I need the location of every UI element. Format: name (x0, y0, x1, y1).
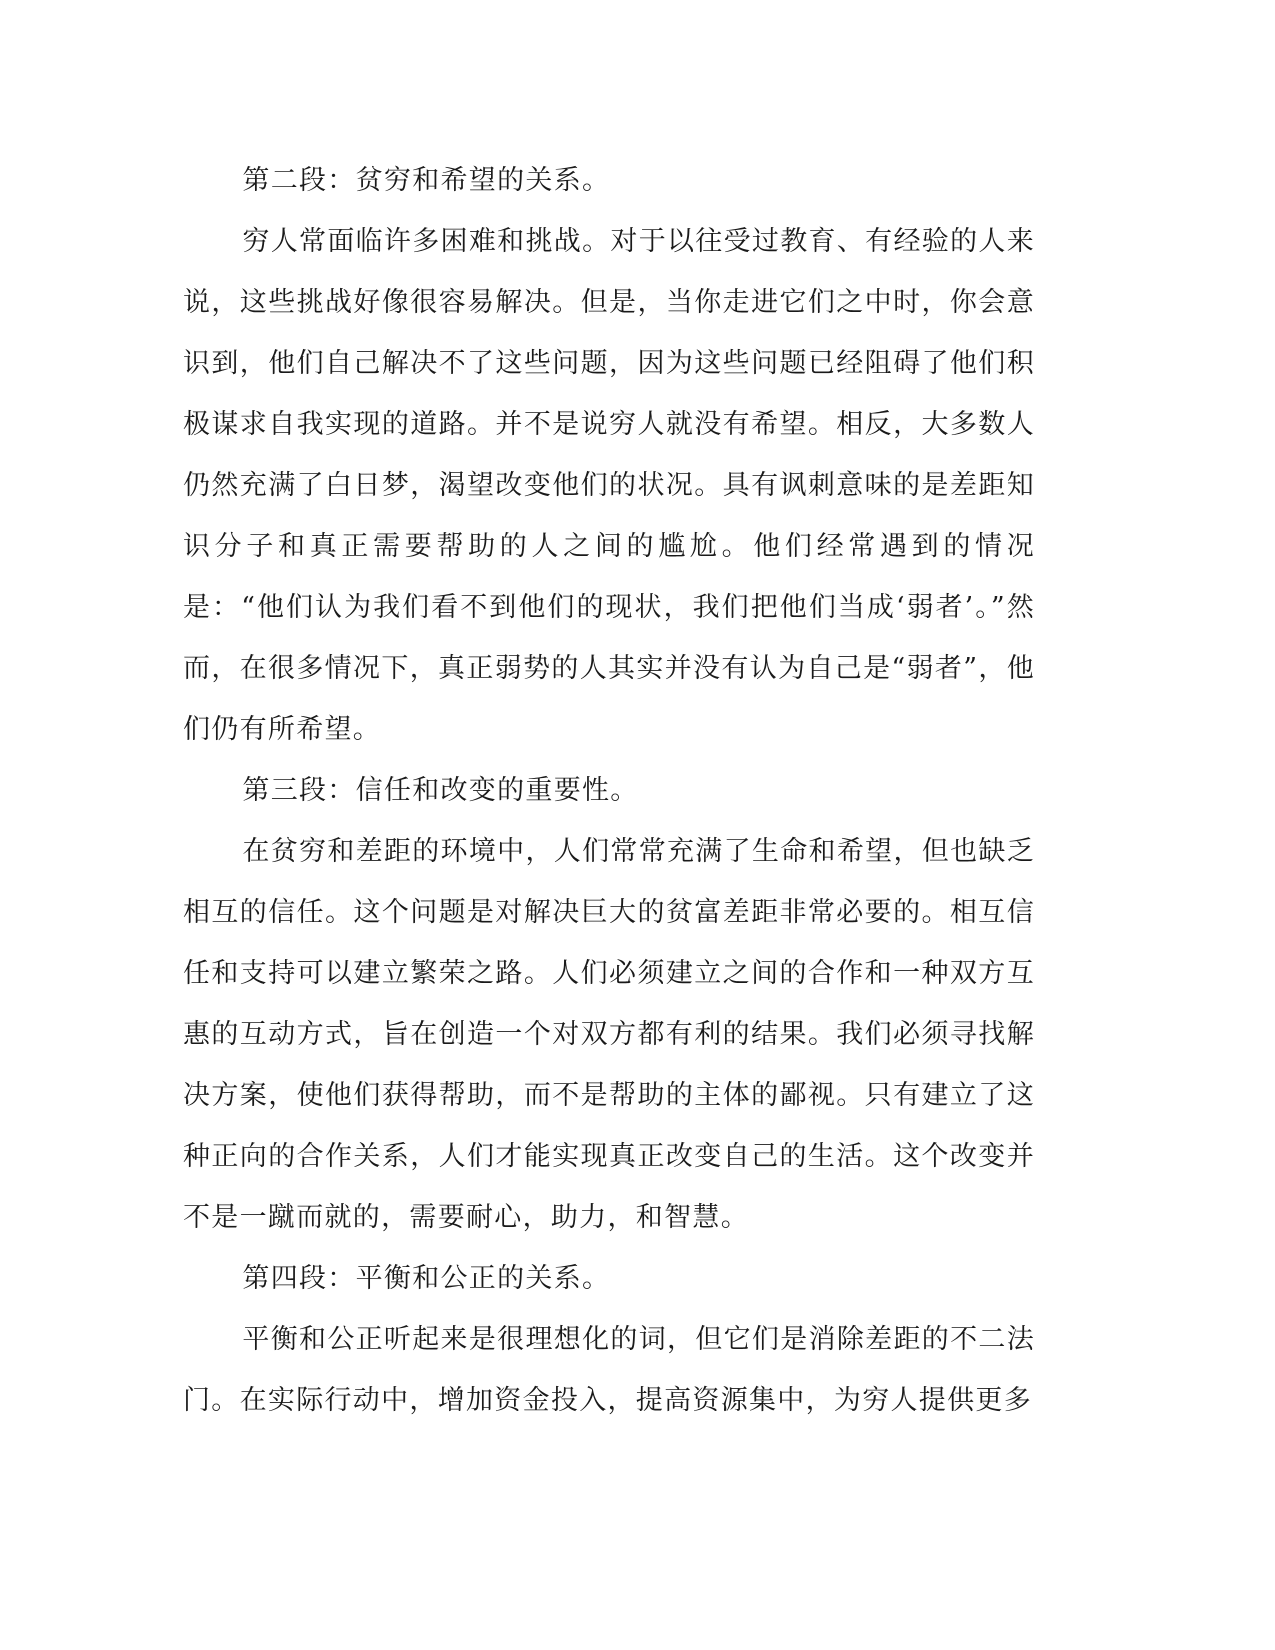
section-heading-3: 第三段：信任和改变的重要性。 (242, 775, 639, 806)
section-heading-2: 第二段：贫穷和希望的关系。 (242, 165, 611, 196)
body-paragraph: 在贫穷和差距的环境中，人们常常充满了生命和希望，但也缺乏相互的信任。这个问题是对解决巨大的贫富差距非常必要的。相互信任和支持可以建立繁荣之路。人们必须建立之间的合作和一种双方互惠的互动方式，旨在创造一个对双方都有利的结果。我们必须寻找解决方案，使他们获得帮助，而不是帮助的主体的鄙视。只有建立了这种正向的合作关系，人们才能实现真正改变自己的生活。这个改变并不是一蹴而就的，需要耐心，助力，和智慧。 (183, 836, 1035, 1233)
document-body (183, 150, 1035, 1431)
section-heading-4: 第四段：平衡和公正的关系。 (242, 1263, 611, 1294)
body-paragraph: 穷人常面临许多困难和挑战。对于以往受过教育、有经验的人来说，这些挑战好像很容易解决。但是，当你走进它们之中时，你会意识到，他们自己解决不了这些问题，因为这些问题已经阻碍了他们积极谋求自我实现的道路。并不是说穷人就没有希望。相反，大多数人仍然充满了白日梦，渴望改变他们的状况。具有讽刺意味的是差距知识分子和真正需要帮助的人之间的尴尬。他们经常遇到的情况是：“他们认为我们看不到他们的现状，我们把他们当成‘弱者’。”然而，在很多情况下，真正弱势的人其实并没有认为自己是“弱者”，他们仍有所希望。 (183, 226, 1035, 745)
body-paragraph: 平衡和公正听起来是很理想化的词，但它们是消除差距的不二法门。在实际行动中，增加资金投入，提高资源集中，为穷人提供更多 (183, 1324, 1035, 1416)
